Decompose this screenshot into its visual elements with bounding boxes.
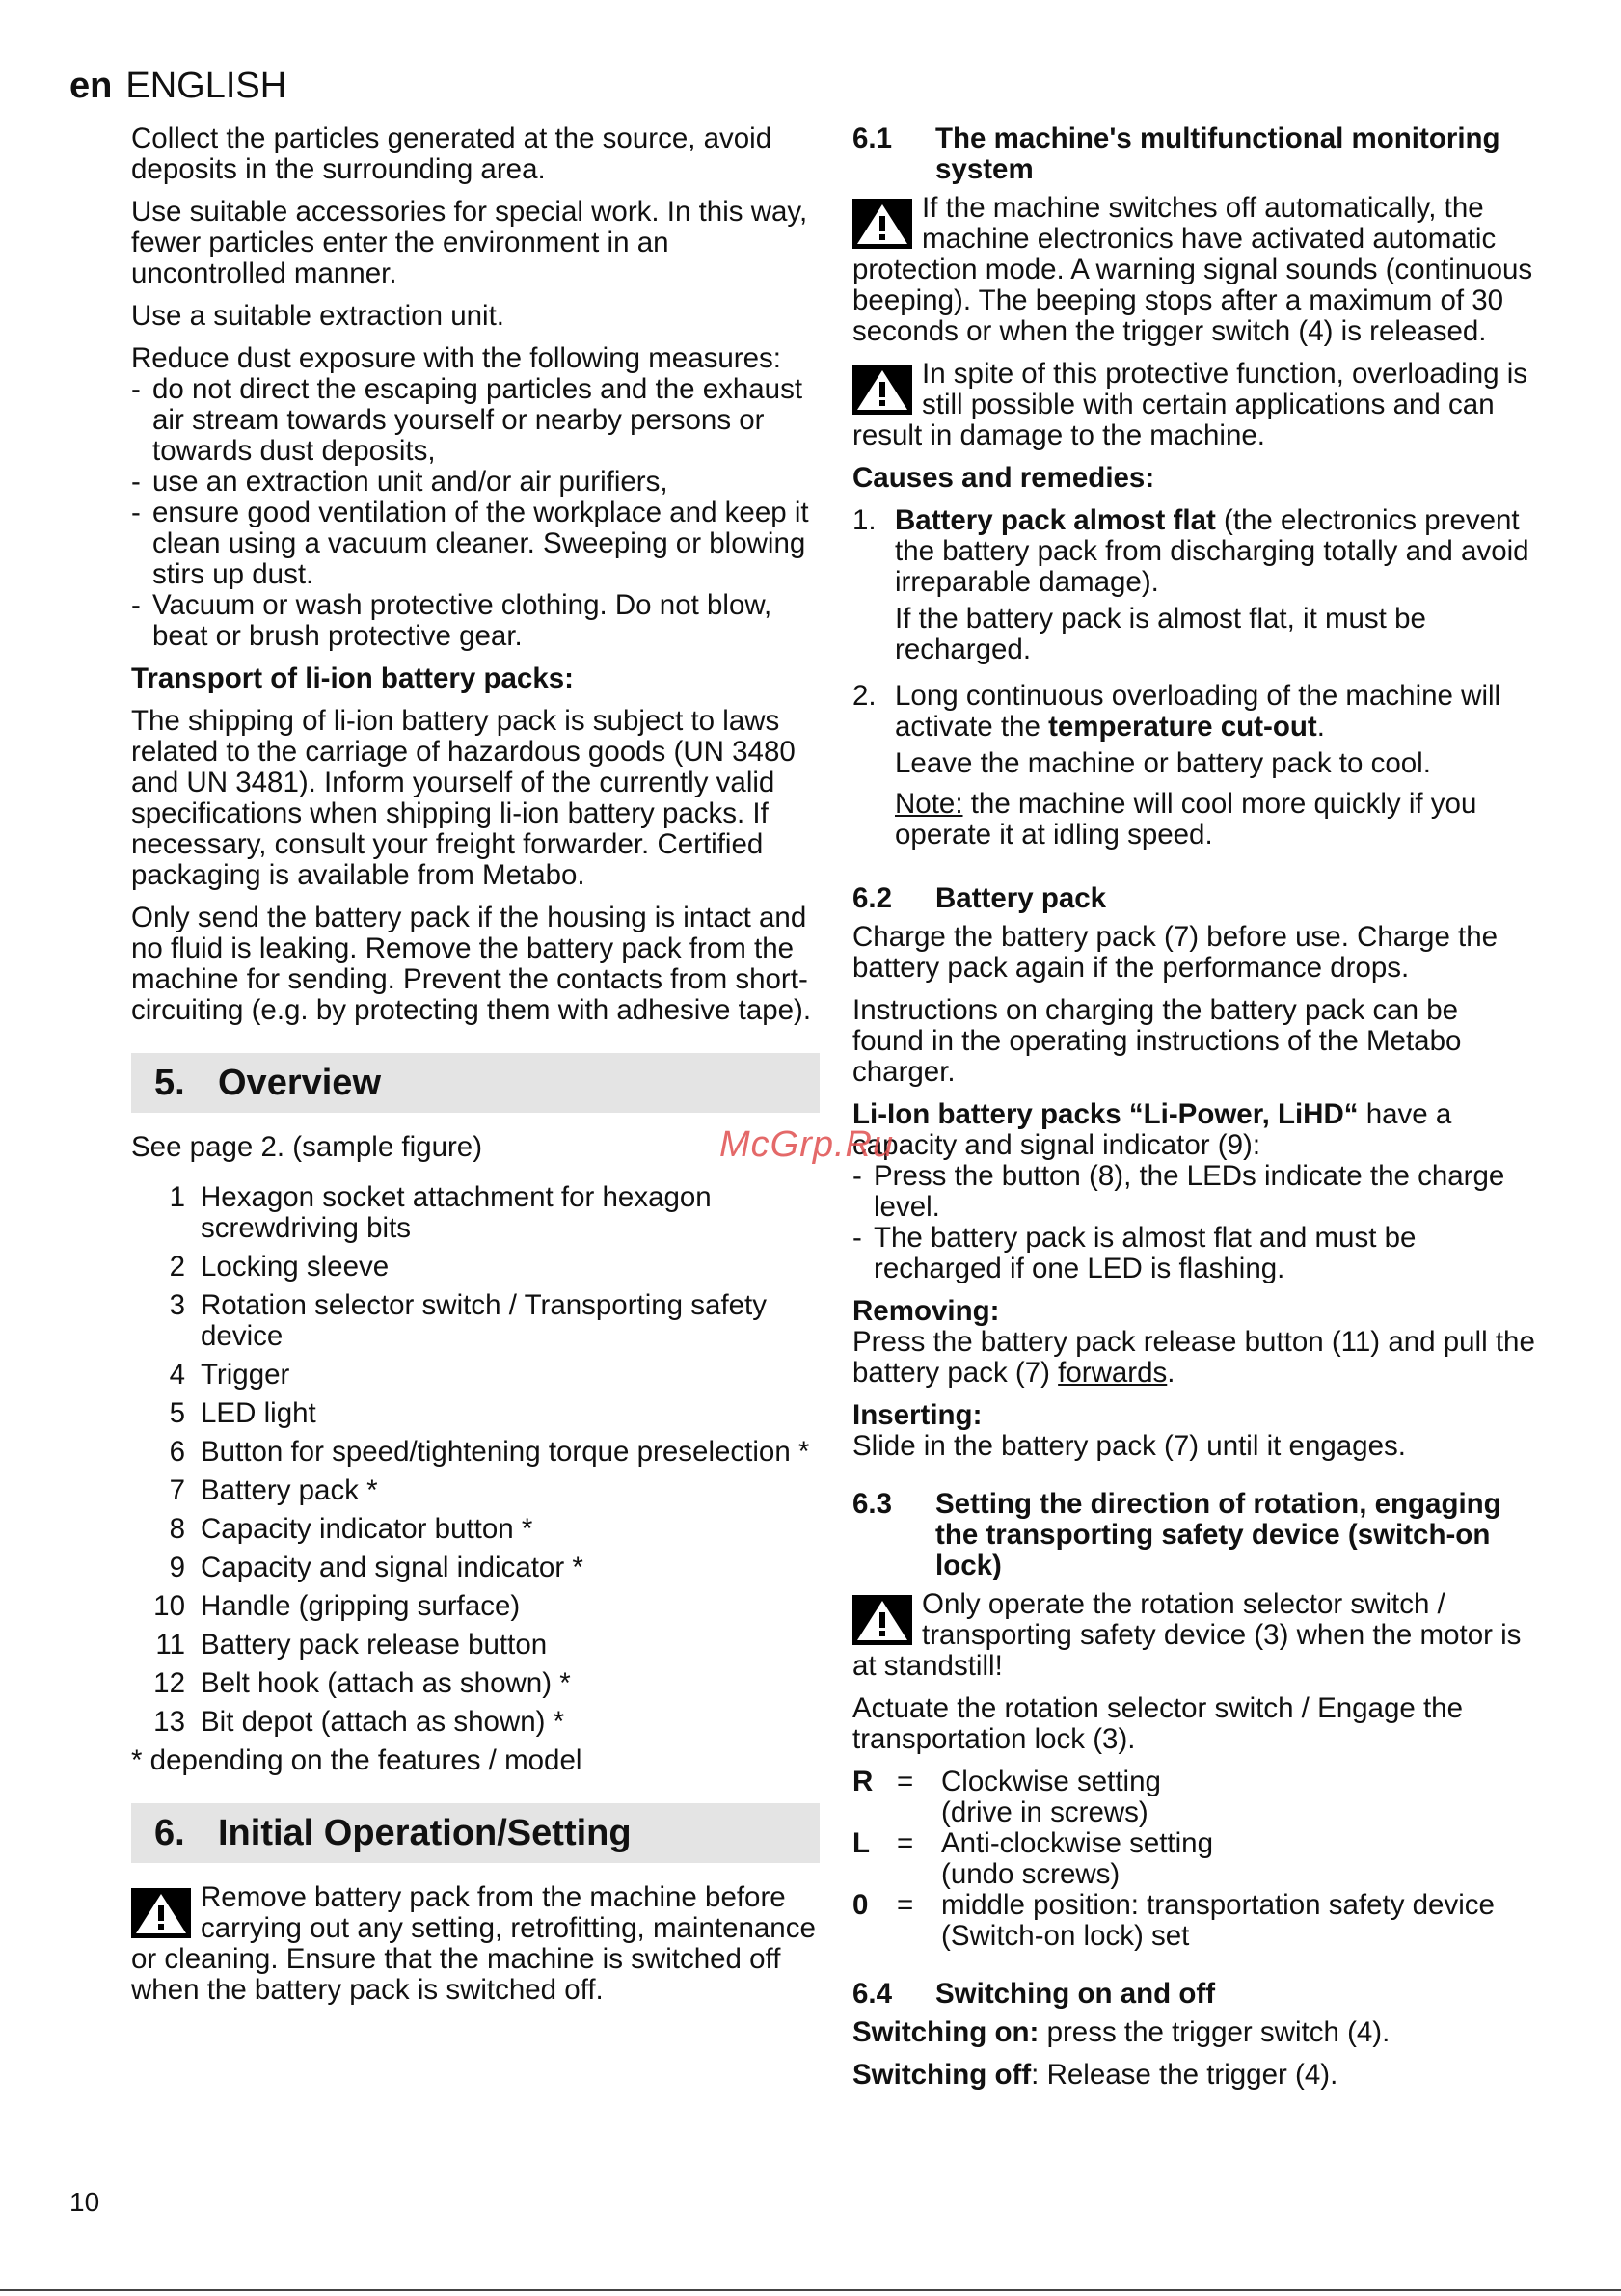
footnote: * depending on the features / model xyxy=(131,1744,582,1776)
warning-icon xyxy=(852,365,912,415)
punctuation: . xyxy=(1316,711,1325,743)
watermark: McGrp.Ru xyxy=(719,1124,895,1165)
setting-row xyxy=(852,1890,1537,1952)
item-text: Battery pack release button xyxy=(201,1629,548,1661)
causes-heading: Causes and remedies: xyxy=(852,462,1155,494)
section-heading-initial-operation xyxy=(131,1803,820,1863)
item-number: 1 xyxy=(169,1181,185,1213)
list-item xyxy=(131,1398,820,1429)
warning-block xyxy=(852,1589,1537,1682)
setting-row xyxy=(852,1767,1537,1828)
inserting-heading: Inserting: xyxy=(852,1399,983,1431)
cause-text: (the electronics prevent the battery pack from discharging totally and avoid irreparable damage). xyxy=(895,504,1529,598)
setting-key: 0 xyxy=(852,1889,869,1921)
item-text: Handle (gripping surface) xyxy=(201,1590,521,1622)
forwards-text: forwards xyxy=(1058,1357,1168,1389)
language-name: ENGLISH xyxy=(125,66,287,106)
item-number: 1. xyxy=(852,504,877,536)
setting-value: Clockwise setting xyxy=(941,1766,1161,1797)
setting-value: Anti-clockwise setting xyxy=(941,1827,1213,1859)
cause-remedy: If the battery pack is almost flat, it must be recharged. xyxy=(895,603,1426,665)
indicator-list xyxy=(852,1161,1537,1284)
warning-block xyxy=(852,359,1537,451)
equals-sign: = xyxy=(897,1827,914,1859)
switch-off-text: : Release the trigger (4). xyxy=(1031,2059,1338,2091)
section-heading-overview xyxy=(131,1053,820,1113)
list-item xyxy=(131,1252,820,1283)
item-text: Capacity indicator button * xyxy=(201,1513,533,1545)
list-item: - Vacuum or wash protective clothing. Do not blow, beat or brush protective gear. xyxy=(131,590,820,652)
setting-detail: (drive in screws) xyxy=(941,1796,1148,1828)
warning-block xyxy=(131,1882,820,2006)
paragraph: Only send the battery pack if the housing is intact and no fluid is leaking. Remove the battery pack from the machine for sending. Prevent the contacts from short-circuiting (e.g. by protecting them with adhesive tape). xyxy=(131,902,812,1026)
language-code: en xyxy=(69,66,113,106)
subsection-title: The machine's multifunctional monitoring system xyxy=(935,122,1500,185)
list-item xyxy=(131,1475,820,1506)
item-number: 9 xyxy=(169,1552,185,1583)
page-number: 10 xyxy=(69,2187,100,2217)
subsection-heading-6-4 xyxy=(852,1979,1537,2010)
setting-row xyxy=(852,1828,1537,1890)
item-number: 8 xyxy=(169,1513,185,1545)
list-item xyxy=(852,505,1537,671)
subsection-heading-6-2 xyxy=(852,883,1537,914)
subsection-heading-6-1 xyxy=(852,123,1537,185)
paragraph: Collect the particles generated at the source, avoid deposits in the surrounding area. xyxy=(131,122,772,185)
item-text: Trigger xyxy=(201,1359,290,1391)
item-number: 12 xyxy=(153,1667,185,1699)
setting-detail: (Switch-on lock) set xyxy=(941,1920,1190,1952)
subsection-number: 6.3 xyxy=(852,1488,893,1520)
note-label: Note: xyxy=(895,788,963,820)
list-item: - ensure good ventilation of the workplace and keep it clean using a vacuum cleaner. Sweeping or blowing stirs up dust. xyxy=(131,498,820,590)
item-number: 4 xyxy=(169,1359,185,1391)
warning-icon xyxy=(852,1595,912,1645)
cause-text: Long continuous overloading of the machine will activate the xyxy=(895,680,1501,743)
item-text: Capacity and signal indicator * xyxy=(201,1552,583,1583)
subsection-number: 6.2 xyxy=(852,882,893,914)
item-number: 5 xyxy=(169,1397,185,1429)
setting-value: middle position: transportation safety device xyxy=(941,1889,1495,1921)
paragraph: Slide in the battery pack (7) until it engages. xyxy=(852,1430,1406,1462)
list-item: - The battery pack is almost flat and must be recharged if one LED is flashing. xyxy=(852,1223,1537,1284)
overview-intro: See page 2. (sample figure) xyxy=(131,1131,483,1163)
left-column xyxy=(131,123,820,2017)
paragraph: Actuate the rotation selector switch / Engage the transportation lock (3). xyxy=(852,1692,1463,1755)
paragraph: Charge the battery pack (7) before use. Charge the battery pack again if the performance drops. xyxy=(852,921,1499,984)
item-number: 2 xyxy=(169,1251,185,1283)
item-text: Locking sleeve xyxy=(201,1251,390,1283)
switch-off-label: Switching off xyxy=(852,2059,1032,2091)
warning-text: Remove battery pack from the machine before carrying out any setting, retrofitting, maintenance or cleaning. Ensure that the machine is switched off when the battery pack is switched off. xyxy=(131,1881,816,2006)
overview-list xyxy=(131,1182,820,1738)
rotation-settings xyxy=(852,1767,1537,1952)
item-text: Battery pack * xyxy=(201,1474,378,1506)
bottom-divider xyxy=(0,2289,1621,2291)
list-item xyxy=(131,1553,820,1583)
item-text: Belt hook (attach as shown) * xyxy=(201,1667,571,1699)
section-title: Overview xyxy=(218,1063,381,1103)
item-text: LED light xyxy=(201,1397,316,1429)
item-text: Bit depot (attach as shown) * xyxy=(201,1706,565,1738)
battery-type: Li-Ion battery packs “Li-Power, LiHD“ xyxy=(852,1098,1359,1130)
subsection-number: 6.4 xyxy=(852,1978,893,2010)
cause-title: Battery pack almost flat xyxy=(895,504,1216,536)
list-item xyxy=(131,1707,820,1738)
warning-block xyxy=(852,193,1537,347)
subsection-number: 6.1 xyxy=(852,122,893,154)
switch-on-label: Switching on: xyxy=(852,2016,1040,2048)
item-number: 6 xyxy=(169,1436,185,1468)
list-item xyxy=(131,1437,820,1468)
item-number: 11 xyxy=(155,1629,185,1661)
section-number: 5. xyxy=(154,1063,185,1103)
cause-keyword: temperature cut-out xyxy=(1048,711,1317,743)
paragraph: have a capacity and signal indicator (9): xyxy=(852,1098,1452,1161)
cause-remedy: Leave the machine or battery pack to cool. xyxy=(895,747,1431,779)
subsection-title: Setting the direction of rotation, engaging the transporting safety device (switch-on lock) xyxy=(935,1488,1501,1581)
item-text: Rotation selector switch / Transporting safety device xyxy=(201,1289,767,1352)
list-item xyxy=(852,681,1537,856)
equals-sign: = xyxy=(897,1766,914,1797)
note-text: the machine will cool more quickly if you operate it at idling speed. xyxy=(895,788,1477,851)
section-number: 6. xyxy=(154,1813,185,1853)
subsection-heading-6-3 xyxy=(852,1489,1537,1581)
item-number: 13 xyxy=(153,1706,185,1738)
paragraph: Use suitable accessories for special work. In this way, fewer particles enter the environment in an uncontrolled manner. xyxy=(131,196,808,289)
warning-icon xyxy=(131,1888,191,1938)
list-item xyxy=(131,1290,820,1352)
warning-text: Only operate the rotation selector switch / transporting safety device (3) when the motor is at standstill! xyxy=(852,1588,1522,1682)
warning-text: In spite of this protective function, overloading is still possible with certain applications and can result in damage to the machine. xyxy=(852,358,1528,451)
setting-detail: (undo screws) xyxy=(941,1858,1121,1890)
list-item xyxy=(131,1591,820,1622)
item-number: 3 xyxy=(169,1289,185,1321)
transport-heading: Transport of li-ion battery packs: xyxy=(131,662,574,694)
equals-sign: = xyxy=(897,1889,914,1921)
list-item: - use an extraction unit and/or air purifiers, xyxy=(131,467,820,498)
warning-text: If the machine switches off automatically, the machine electronics have activated automatic protection mode. A warning signal sounds (continuous beeping). The beeping stops after a maximum of 30 seconds or when the trigger switch (4) is released. xyxy=(852,192,1533,347)
list-item xyxy=(131,1630,820,1661)
item-number: 10 xyxy=(153,1590,185,1622)
dust-measures-list xyxy=(131,374,820,652)
removing-heading: Removing: xyxy=(852,1295,1000,1327)
list-item: - Press the button (8), the LEDs indicate the charge level. xyxy=(852,1161,1537,1223)
list-item xyxy=(131,1182,820,1244)
paragraph: Press the battery pack release button (11) and pull the battery pack (7) xyxy=(852,1326,1535,1389)
item-text: Hexagon socket attachment for hexagon screwdriving bits xyxy=(201,1181,712,1244)
punctuation: . xyxy=(1167,1357,1175,1389)
list-item xyxy=(131,1360,820,1391)
page-header xyxy=(69,64,286,108)
paragraph: Reduce dust exposure with the following measures: xyxy=(131,342,781,374)
setting-key: L xyxy=(852,1827,871,1859)
list-item: - do not direct the escaping particles and the exhaust air stream towards yourself or nearby persons or towards dust deposits, xyxy=(131,374,820,467)
subsection-title: Switching on and off xyxy=(935,1978,1216,2010)
setting-key: R xyxy=(852,1766,874,1797)
item-text: Button for speed/tightening torque preselection * xyxy=(201,1436,810,1468)
paragraph: Use a suitable extraction unit. xyxy=(131,300,504,332)
warning-icon xyxy=(852,199,912,249)
paragraph: Instructions on charging the battery pack can be found in the operating instructions of the Metabo charger. xyxy=(852,994,1462,1088)
item-number: 2. xyxy=(852,680,877,712)
paragraph: The shipping of li-ion battery pack is subject to laws related to the carriage of hazardous goods (UN 3480 and UN 3481). Inform yourself of the currently valid specifications when shipping li-ion battery packs. If necessary, consult your freight forwarder. Certified packaging is available from Metabo. xyxy=(131,705,796,891)
list-item xyxy=(131,1514,820,1545)
right-column xyxy=(852,123,1537,2102)
switch-on-text: press the trigger switch (4). xyxy=(1039,2016,1391,2048)
list-item xyxy=(131,1668,820,1699)
item-number: 7 xyxy=(169,1474,185,1506)
subsection-title: Battery pack xyxy=(935,882,1107,914)
section-title: Initial Operation/Setting xyxy=(218,1813,632,1853)
